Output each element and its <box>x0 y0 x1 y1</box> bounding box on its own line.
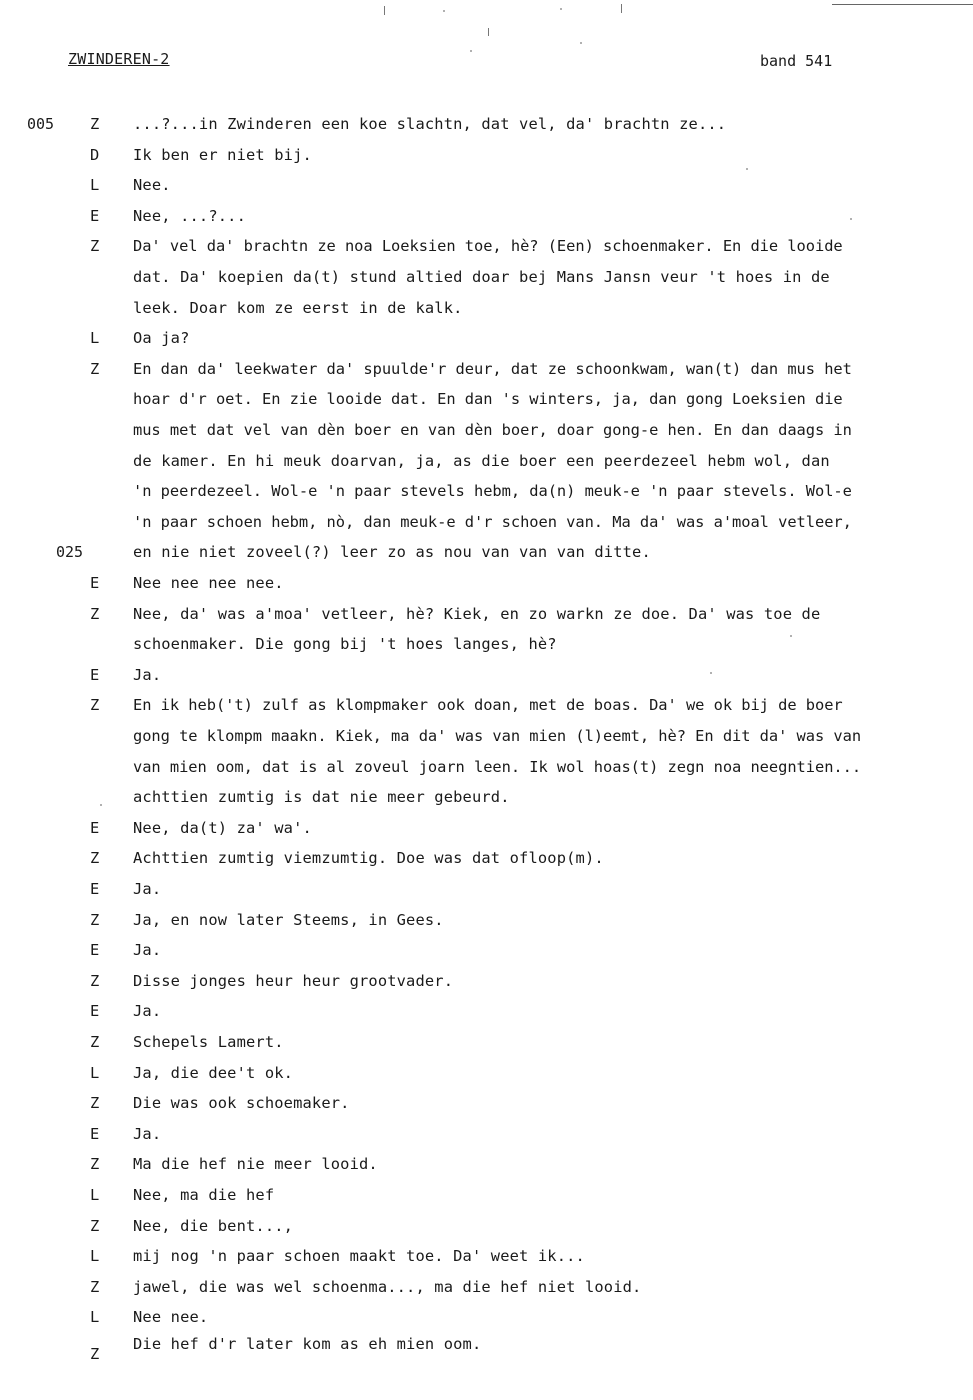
transcript-line <box>0 693 973 717</box>
speaker-label: Z <box>90 1345 100 1363</box>
utterance-text: de kamer. En hi meuk doarvan, ja, as die boer een peerdezeel hebm wol, dan <box>133 451 830 470</box>
transcript-line <box>0 1183 973 1207</box>
scan-mark <box>384 6 385 15</box>
utterance-text: Ja, en now later Steems, in Gees. <box>133 910 444 929</box>
utterance-text: Ja. <box>133 1002 162 1021</box>
speaker-label: L <box>90 1063 100 1082</box>
utterance-text: Nee, ...?... <box>133 206 246 225</box>
transcript-line <box>0 1275 973 1299</box>
transcript-line <box>0 449 973 473</box>
speaker-label: Z <box>90 910 100 929</box>
speaker-label: Z <box>90 1216 100 1235</box>
utterance-text: Achttien zumtig viemzumtig. Doe was dat ofloop(m). <box>133 849 604 868</box>
speaker-label: Z <box>90 1277 100 1296</box>
utterance-text: En ik heb('t) zulf as klompmaker ook doan, met de boas. Da' we ok bij de boer <box>133 696 843 715</box>
transcript-line <box>0 785 973 809</box>
transcript-line <box>0 724 973 748</box>
scan-speck <box>470 50 472 52</box>
transcript-line <box>0 204 973 228</box>
utterance-text: Ja. <box>133 880 162 898</box>
speaker-label: Z <box>90 696 100 715</box>
speaker-label: Z <box>90 971 100 990</box>
speaker-label: Z <box>90 1033 100 1051</box>
transcript-line <box>0 418 973 442</box>
utterance-text: Die was ook schoemaker. <box>133 1094 350 1113</box>
transcript-line <box>0 265 973 289</box>
transcript-line <box>0 296 973 320</box>
transcript-line <box>0 387 973 411</box>
utterance-text: Disse jonges heur heur grootvader. <box>133 971 454 990</box>
transcript-line <box>0 969 973 993</box>
transcript-line <box>0 1332 973 1363</box>
scan-mark <box>621 4 622 13</box>
speaker-label: E <box>90 818 100 837</box>
utterance-text: hoar d'r oet. En zie looide dat. En dan 's winters, ja, dan gong Loeksien die <box>133 390 843 409</box>
speaker-label: E <box>90 1002 100 1021</box>
speaker-label: E <box>90 941 100 960</box>
utterance-text: 'n paar schoen hebm, nò, dan meuk-e d'r schoen van. Ma da' was a'moal vetleer, <box>133 512 852 531</box>
speaker-label: E <box>90 880 100 898</box>
utterance-text: gong te klompm maakn. Kiek, ma da' was van mien (l)eemt, hè? En dit da' was van <box>133 727 862 745</box>
speaker-label: E <box>90 206 100 225</box>
speaker-label: L <box>90 176 100 195</box>
utterance-text: Schepels Lamert. <box>133 1033 284 1051</box>
transcript-line <box>0 816 973 840</box>
transcript-line <box>0 234 973 258</box>
transcript-line <box>0 326 973 350</box>
utterance-text: Ja. <box>133 665 162 684</box>
speaker-label: L <box>90 1186 100 1204</box>
utterance-text: 'n peerdezeel. Wol-e 'n paar stevels hebm, da(n) meuk-e 'n paar stevels. Wol-e <box>133 482 852 501</box>
transcript-line <box>0 877 973 901</box>
speaker-label: L <box>90 329 100 348</box>
scan-mark <box>488 28 489 36</box>
transcript-line <box>0 1244 973 1268</box>
transcript-line <box>0 1061 973 1085</box>
transcript-line <box>0 663 973 687</box>
utterance-text: Nee nee nee nee. <box>133 574 284 592</box>
utterance-text: Nee. <box>133 176 171 195</box>
utterance-text: Nee, da' was a'moa' vetleer, hè? Kiek, en zo warkn ze doe. Da' was toe de <box>133 604 821 623</box>
transcript-line <box>0 479 973 503</box>
top-rule <box>832 4 973 5</box>
utterance-text: Ma die hef nie meer looid. <box>133 1155 378 1174</box>
utterance-text: jawel, die was wel schoenma..., ma die hef niet looid. <box>133 1277 642 1296</box>
utterance-text: ...?...in Zwinderen een koe slachtn, dat vel, da' brachtn ze... <box>133 115 727 133</box>
utterance-text: Nee, ma die hef <box>133 1186 275 1204</box>
transcript-line <box>0 1091 973 1115</box>
utterance-text: Nee, da(t) za' wa'. <box>133 818 312 837</box>
speaker-label: Z <box>90 1155 100 1174</box>
speaker-label: Z <box>90 359 100 378</box>
speaker-label: E <box>90 1124 100 1143</box>
scan-speck <box>443 10 445 12</box>
transcript-line <box>0 846 973 870</box>
speaker-label: Z <box>90 849 100 868</box>
transcript-line <box>0 357 973 381</box>
transcript-line <box>0 632 973 656</box>
speaker-label: L <box>90 1247 100 1266</box>
transcript-line <box>0 1122 973 1146</box>
transcript-line <box>0 173 973 197</box>
speaker-label: E <box>90 665 100 684</box>
transcript-line <box>0 999 973 1023</box>
transcript-line <box>0 1305 973 1329</box>
utterance-text: mus met dat vel van dèn boer en van dèn boer, doar gong-e hen. En dan daags in <box>133 421 852 439</box>
utterance-text: dat. Da' koepien da(t) stund altied doar bej Mans Jansn veur 't hoes in de <box>133 268 830 286</box>
transcript-line <box>0 755 973 779</box>
transcript-line <box>0 1030 973 1054</box>
scan-speck <box>746 168 748 170</box>
utterance-text: van mien oom, dat is al zoveul joarn leen. Ik wol hoas(t) zegn noa neegntien... <box>133 757 862 776</box>
utterance-text: mij nog 'n paar schoen maakt toe. Da' weet ik... <box>133 1247 585 1266</box>
transcript-line <box>0 112 973 136</box>
speaker-label: Z <box>90 237 100 256</box>
transcript-line <box>0 1152 973 1176</box>
document-title: ZWINDEREN-2 <box>68 50 170 68</box>
transcript-line <box>0 938 973 962</box>
utterance-text: En dan da' leekwater da' spuulde'r deur, dat ze schoonkwam, wan(t) dan mus het <box>133 359 852 378</box>
transcript-line <box>0 143 973 167</box>
speaker-label: D <box>90 145 100 164</box>
utterance-text: en nie niet zoveel(?) leer zo as nou van van van ditte. <box>133 543 651 562</box>
speaker-label: Z <box>90 115 100 133</box>
utterance-text: Die hef d'r later kom as eh mien oom. <box>133 1335 482 1353</box>
speaker-label: Z <box>90 604 100 623</box>
speaker-label: L <box>90 1308 100 1327</box>
utterance-text: Da' vel da' brachtn ze noa Loeksien toe, hè? (Een) schoenmaker. En die looide <box>133 237 843 256</box>
line-number: 025 <box>56 543 84 562</box>
utterance-text: Ja. <box>133 941 162 960</box>
scan-speck <box>560 8 562 10</box>
transcript-line <box>0 510 973 534</box>
speaker-label: Z <box>90 1094 100 1113</box>
utterance-text: Nee, die bent..., <box>133 1216 294 1235</box>
line-number: 005 <box>27 115 55 133</box>
transcript-line <box>0 602 973 626</box>
speaker-label: E <box>90 574 100 592</box>
utterance-text: Ik ben er niet bij. <box>133 145 312 164</box>
utterance-text: achttien zumtig is dat nie meer gebeurd. <box>133 788 510 807</box>
utterance-text: Ja. <box>133 1124 162 1143</box>
transcript-line <box>0 571 973 595</box>
scan-speck <box>580 42 582 44</box>
utterance-text: Ja, die dee't ok. <box>133 1063 294 1082</box>
transcript-line <box>0 908 973 932</box>
band-number: band 541 <box>760 52 833 70</box>
transcript-line <box>0 1214 973 1238</box>
utterance-text: leek. Doar kom ze eerst in de kalk. <box>133 298 463 317</box>
utterance-text: schoenmaker. Die gong bij 't hoes langes, hè? <box>133 635 557 654</box>
utterance-text: Nee nee. <box>133 1308 209 1327</box>
utterance-text: Oa ja? <box>133 329 190 348</box>
transcript-line <box>0 540 973 564</box>
